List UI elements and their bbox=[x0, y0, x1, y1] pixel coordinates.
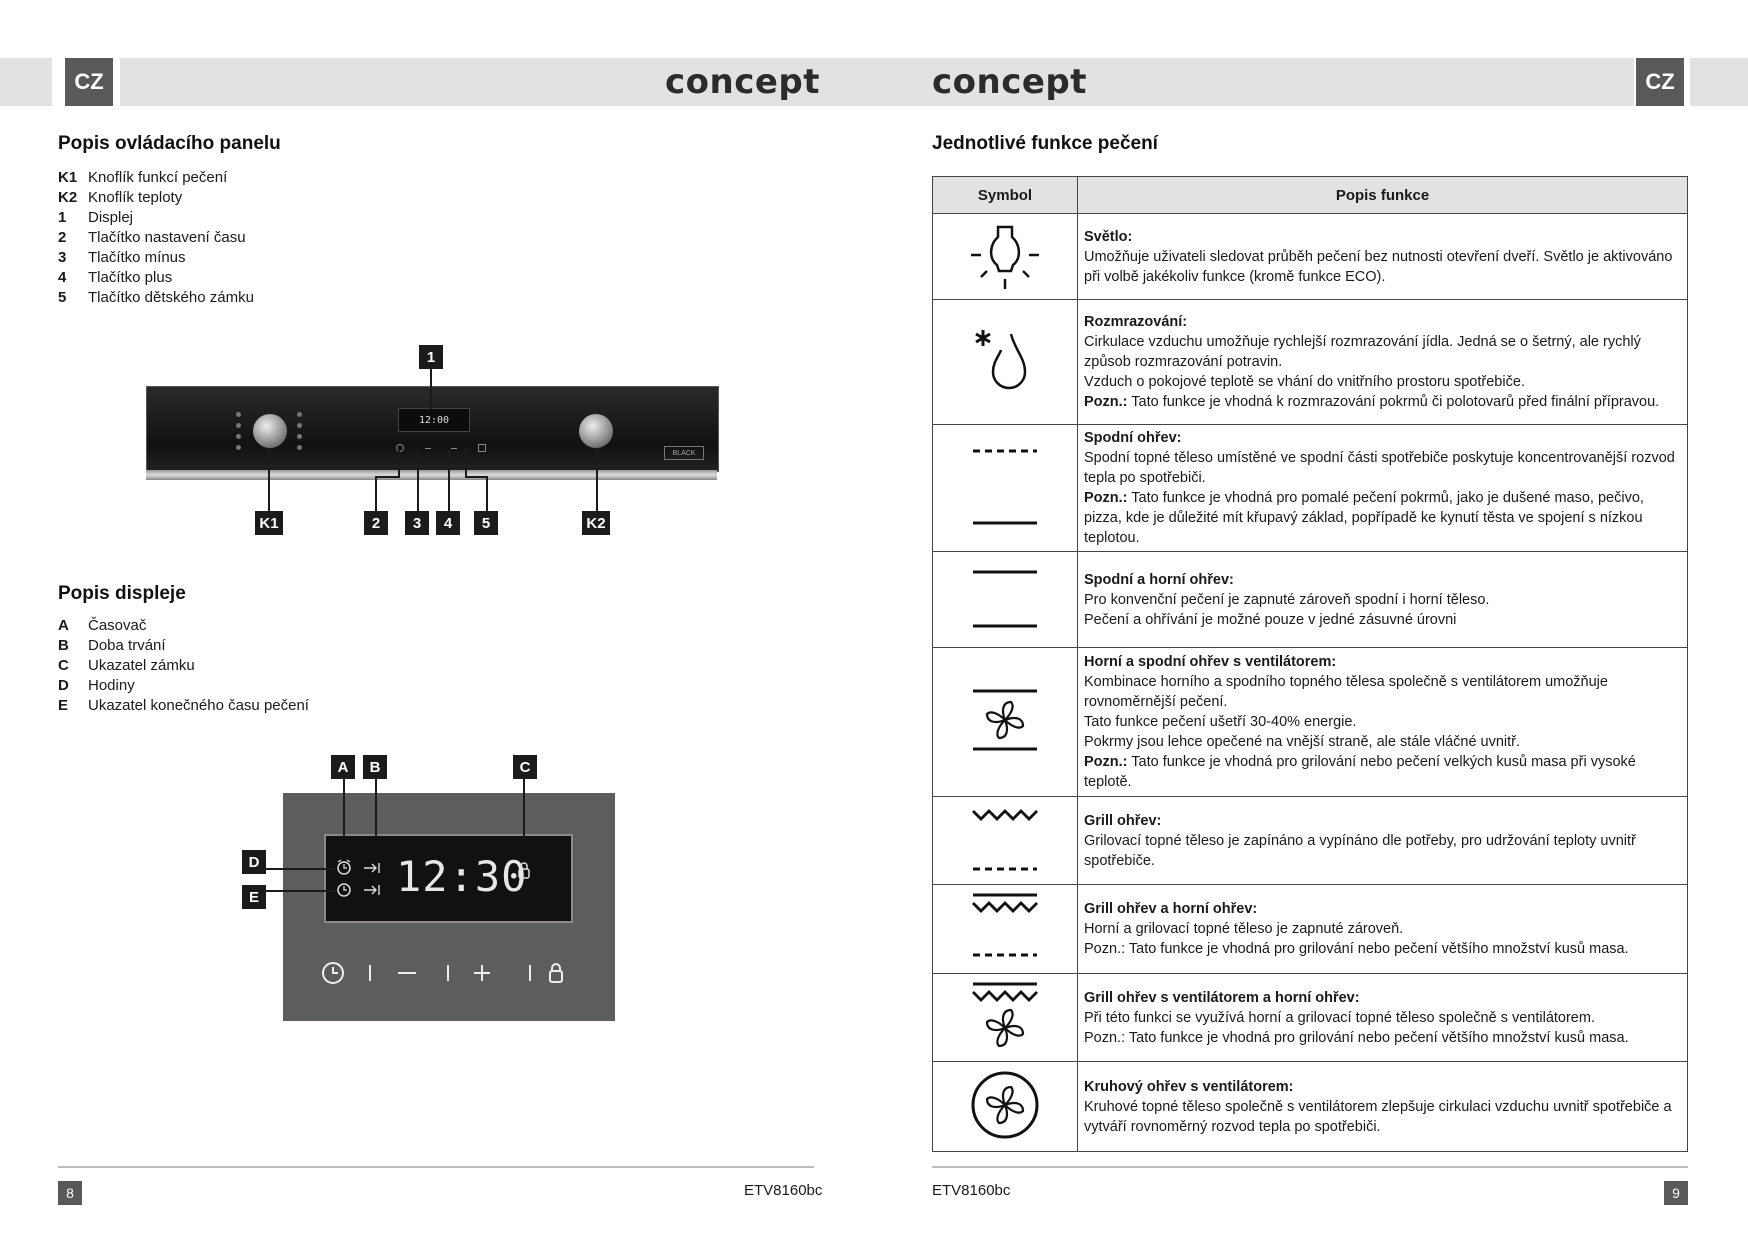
touch-controls bbox=[320, 960, 570, 986]
list-item: 3 Tlačítko mínus bbox=[58, 249, 186, 266]
list-item: 2 Tlačítko nastavení času bbox=[58, 229, 246, 246]
display-legend bbox=[58, 616, 309, 716]
table-row: Grill ohřev: Grilovací topné těleso je zapínáno a vypínáno dle potřeby, pro udržování teploty uvnitř spotřebiče. bbox=[933, 797, 1688, 885]
function-knob bbox=[253, 414, 287, 448]
top-bottom-heat-icon bbox=[965, 558, 1045, 638]
table-row: Světlo: Umožňuje uživateli sledovat průběh pečení bez nutnosti otevření dveří. Světlo je aktivováno při volbě jakékoliv funkce (kromě funkce ECO). bbox=[933, 214, 1688, 300]
table-row: Spodní ohřev: Spodní topné těleso umístěné ve spodní části spotřebiče poskytuje koncentrovanější rozvod tepla po spotřebiči. Pozn.: Tato funkce je vhodná pro pomalé pečení pokrmů, jako je dušené maso, pečivo, pizza, kde je důležité mít křupavý základ, popřípadě ke kynutí těsta ve spojení s nízkou teplotou. bbox=[933, 425, 1688, 552]
model-number: ETV8160bc bbox=[932, 1182, 1011, 1199]
table-row: Grill ohřev a horní ohřev: Horní a grilovací topné těleso je zapnuté zároveň. Pozn.: Tato funkce je vhodná pro grilování nebo pečení většího množství kusů masa. bbox=[933, 885, 1688, 974]
list-item: A Časovač bbox=[58, 617, 147, 634]
bottom-heat-icon bbox=[965, 431, 1045, 541]
callout-a: A bbox=[331, 755, 355, 779]
defrost-drop-icon bbox=[965, 320, 1045, 400]
language-tag: CZ bbox=[1636, 58, 1684, 106]
list-item: 5 Tlačítko dětského zámku bbox=[58, 289, 254, 306]
callout-d: D bbox=[242, 850, 266, 874]
table-row: Grill ohřev s ventilátorem a horní ohřev: Při této funkci se využívá horní a grilovací topné těleso společně s ventilátorem. Pozn.: Tato funkce je vhodná pro grilování nebo pečení většího množství kusů masa. bbox=[933, 974, 1688, 1062]
list-item: C Ukazatel zámku bbox=[58, 657, 195, 674]
list-item: E Ukazatel konečného času pečení bbox=[58, 697, 309, 714]
top-bottom-fan-icon bbox=[965, 675, 1045, 765]
list-item: 1 Displej bbox=[58, 209, 134, 226]
callout-k1: K1 bbox=[255, 511, 283, 535]
callout-4: 4 bbox=[436, 511, 460, 535]
footer-line bbox=[932, 1166, 1688, 1168]
brand-logo: concept bbox=[932, 62, 1088, 102]
list-item: D Hodiny bbox=[58, 677, 135, 694]
callout-1: 1 bbox=[419, 345, 443, 369]
callout-e: E bbox=[242, 885, 266, 909]
callout-c: C bbox=[513, 755, 537, 779]
table-row: Horní a spodní ohřev s ventilátorem: Kombinace horního a spodního topného tělesa společně s ventilátorem umožňuje rovnoměrnější pečení. Tato funkce pečení ušetří 30-40% energie. Pokrmy jsou lehce opečené na vnější straně, ale stále vláčné uvnitř. Pozn.: Tato funkce je vhodná pro grilování nebo pečení velkých kusů masa při vysoké teplotě. bbox=[933, 648, 1688, 797]
panel-legend bbox=[58, 168, 254, 308]
light-bulb-icon bbox=[965, 217, 1045, 293]
black-badge: BLACK bbox=[664, 446, 704, 460]
table-row: Kruhový ohřev s ventilátorem: Kruhové topné těleso společně s ventilátorem zlepšuje cirkulaci vzduchu uvnitř spotřebiče a vytváří rovnoměrný rozvod tepla po spotřebiči. bbox=[933, 1062, 1688, 1152]
table-row: Rozmrazování: Cirkulace vzduchu umožňuje rychlejší rozmrazování jídla. Jedná se o šetrný, ale rychlý způsob rozmrazování potravin. Vzduch o pokojové teplotě se vhání do vnitřního prostoru spotřebiče. Pozn.: Tato funkce je vhodná k rozmrazování pokrmů či polotovarů před finální přípravou. bbox=[933, 300, 1688, 425]
functions-title: Jednotlivé funkce pečení bbox=[932, 133, 1158, 154]
page-number: 9 bbox=[1664, 1181, 1688, 1205]
panel-title: Popis ovládacího panelu bbox=[58, 133, 281, 154]
callout-k2: K2 bbox=[582, 511, 610, 535]
display-indicator-icons bbox=[332, 858, 392, 898]
list-item: K1 Knoflík funkcí pečení bbox=[58, 169, 228, 186]
grill-top-heat-icon bbox=[965, 887, 1045, 967]
oven-display: 12:00 bbox=[398, 408, 470, 432]
grill-icon bbox=[965, 799, 1045, 879]
header-band-edge bbox=[1690, 58, 1748, 106]
description-header: Popis funkce bbox=[1078, 177, 1688, 214]
circular-fan-icon bbox=[965, 1065, 1045, 1145]
list-item: B Doba trvání bbox=[58, 637, 166, 654]
functions-table bbox=[932, 176, 1688, 1152]
brand-logo: concept bbox=[665, 62, 821, 102]
callout-b: B bbox=[363, 755, 387, 779]
callout-2: 2 bbox=[364, 511, 388, 535]
display-title: Popis displeje bbox=[58, 583, 186, 604]
temperature-knob bbox=[579, 414, 613, 448]
list-item: K2 Knoflík teploty bbox=[58, 189, 183, 206]
symbol-header: Symbol bbox=[933, 177, 1078, 214]
callout-3: 3 bbox=[405, 511, 429, 535]
header-band-edge bbox=[0, 58, 52, 106]
grill-fan-icon bbox=[965, 976, 1045, 1056]
footer-line bbox=[58, 1166, 814, 1168]
display-time: 12:30 bbox=[396, 852, 528, 901]
model-number: ETV8160bc bbox=[744, 1182, 823, 1199]
language-tag: CZ bbox=[65, 58, 113, 106]
right-page bbox=[874, 0, 1748, 1240]
page-number: 8 bbox=[58, 1181, 82, 1205]
lock-indicator-icon bbox=[516, 860, 532, 880]
table-row: Spodní a horní ohřev: Pro konvenční pečení je zapnuté zároveň spodní i horní těleso. Pečení a ohřívání je možné pouze v jedné zásuvné úrovni bbox=[933, 552, 1688, 648]
list-item: 4 Tlačítko plus bbox=[58, 269, 173, 286]
callout-5: 5 bbox=[474, 511, 498, 535]
